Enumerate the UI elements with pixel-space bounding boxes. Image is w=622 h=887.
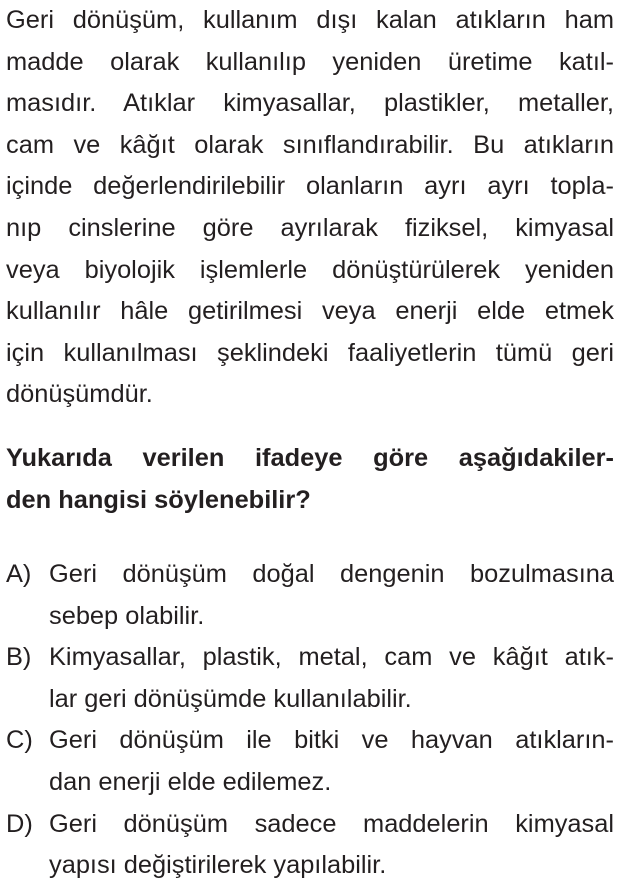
option-letter: D)	[6, 809, 33, 838]
passage-line: madde olarak kullanılıp yeniden üretime katıl-	[6, 47, 614, 76]
option-line: Geri dönüşüm sadece maddelerin kimyasal	[49, 809, 614, 838]
passage-line: Geri dönüşüm, kullanım dışı kalan atıkların ham	[6, 6, 614, 34]
option-line: Kimyasallar, plastik, metal, cam ve kâğıt atık-	[49, 643, 614, 672]
option-d[interactable]	[6, 804, 614, 887]
option-a[interactable]	[6, 554, 614, 637]
option-line: Geri dönüşüm ile bitki ve hayvan atıkların-	[49, 726, 614, 755]
answer-options	[6, 554, 614, 887]
passage-line: kullanılır hâle getirilmesi veya enerji elde etmek	[6, 297, 614, 326]
passage-text	[6, 0, 614, 416]
question-stem	[6, 438, 614, 521]
option-letter: A)	[6, 560, 32, 588]
option-letter: B)	[6, 643, 32, 672]
passage-line: dönüşümdür.	[6, 380, 153, 409]
option-c[interactable]	[6, 720, 614, 803]
option-line: sebep olabilir.	[49, 601, 205, 630]
passage-line: içinde değerlendirilebilir olanların ayrı ayrı topla-	[6, 172, 614, 201]
passage-line: veya biyolojik işlemlerle dönüştürülerek yeniden	[6, 255, 614, 284]
passage-line: masıdır. Atıklar kimyasallar, plastikler, metaller,	[6, 89, 614, 118]
passage-line: cam ve kâğıt olarak sınıflandırabilir. Bu atıkların	[6, 130, 614, 159]
option-line: yapısı değiştirilerek yapılabilir.	[49, 851, 387, 880]
option-line: Geri dönüşüm doğal dengenin bozulmasına	[49, 560, 614, 588]
passage-line: için kullanılması şeklindeki faaliyetlerin tümü geri	[6, 338, 614, 367]
option-line: dan enerji elde edilemez.	[49, 767, 332, 796]
question-line: den hangisi söylenebilir?	[6, 485, 311, 514]
option-letter: C)	[6, 726, 33, 755]
option-line: lar geri dönüşümde kullanılabilir.	[49, 684, 412, 713]
passage-line: nıp cinslerine göre ayrılarak fiziksel, kimyasal	[6, 213, 614, 242]
question-line: Yukarıda verilen ifadeye göre aşağıdakiler-	[6, 444, 614, 472]
option-b[interactable]	[6, 637, 614, 720]
